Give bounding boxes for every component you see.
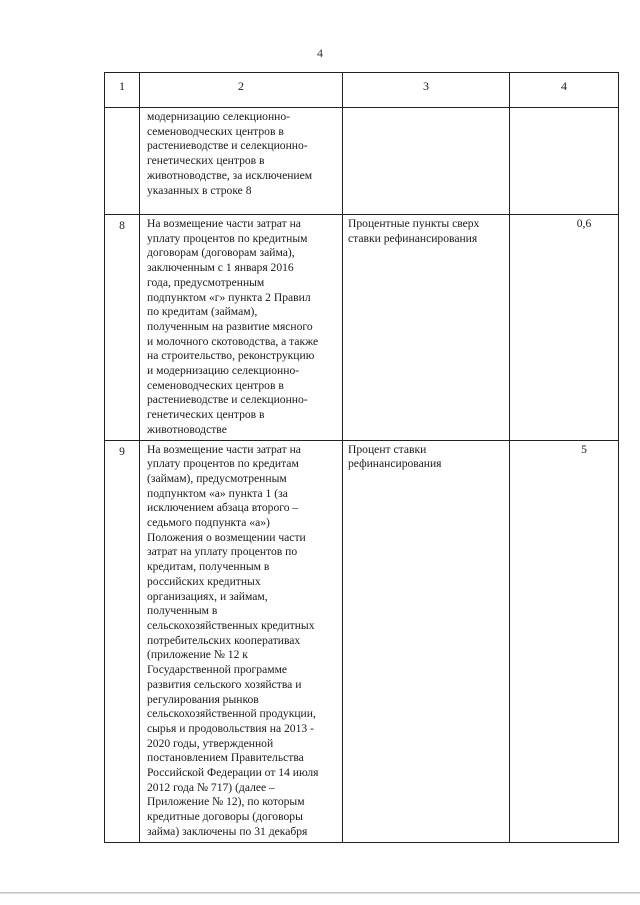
text-line: постановлением Правительства [147,751,304,765]
text-line: и молочного скотоводства, а также [147,334,319,348]
text-line: затрат на уплату процентов по [147,545,298,559]
purpose-text [140,440,343,842]
purpose-text [140,108,343,215]
text-line: по кредитам (займам), [147,305,258,319]
text-line: генетических центров в [147,154,265,168]
table-row [105,215,619,441]
text-line: На возмещение части затрат на [147,217,301,230]
text-line: генетических центров в [147,408,265,422]
unit-text [343,108,510,215]
text-line: кредитные договоры (договоры [147,810,303,824]
table-row-continuation [105,108,619,215]
purpose-text [140,215,343,441]
text-line: растениеводстве и селекционно- [147,139,308,153]
unit-text [343,215,510,441]
text-line: животноводстве, за исключением [147,168,313,182]
text-line: семеноводческих центров в [147,378,284,392]
text-line: седьмого подпункта «а») [147,516,270,530]
rate-value: 5 [510,440,619,842]
text-line: На возмещение части затрат на [147,442,301,456]
scan-edge-divider [0,892,640,894]
text-line: Положения о возмещении части [147,530,306,544]
text-line: животноводстве [147,422,227,436]
subsidy-rates-table [104,72,619,843]
text-line: уплату процентов по кредитным [147,231,308,245]
text-line: семеноводческих центров в [147,124,284,138]
header-col-1: 1 [105,73,140,108]
row-number [105,108,140,215]
header-col-2: 2 [140,73,343,108]
header-col-3: 3 [343,73,510,108]
header-col-4: 4 [510,73,619,108]
text-line: уплату процентов по кредитам [147,457,299,471]
text-line: кредитам, полученным в [147,560,270,574]
text-line: года, предусмотренным [147,275,265,289]
text-line: 2012 года № 717) (далее – [147,780,275,794]
text-line: Приложение № 12), по которым [147,795,305,809]
text-line: сельскохозяйственных кредитных [147,618,315,632]
text-line: регулирования рынков [147,692,259,706]
text-line: на строительство, реконструкцию [147,349,315,363]
text-line: организациях, и займам, [147,589,268,603]
text-line: подпунктом «г» пункта 2 Правил [147,290,311,304]
text-line: потребительских кооперативах [147,633,301,647]
text-line: подпунктом «а» пункта 1 (за [147,486,288,500]
row-number: 9 [105,440,140,842]
text-line: указанных в строке 8 [147,183,252,197]
text-line: и модернизацию селекционно- [147,364,300,378]
text-line: сельскохозяйственной продукции, [147,707,316,721]
text-line: Государственной программе [147,663,288,677]
page-number: 4 [317,46,323,60]
text-line: договорам (договорам займа), [147,246,295,260]
text-line: заключенным с 1 января 2016 [147,261,294,275]
text-line: модернизацию селекционно- [147,110,291,123]
text-line: Российской Федерации от 14 июля [147,766,319,780]
row-number: 8 [105,215,140,441]
unit-text [343,440,510,842]
table-row [105,440,619,842]
text-line: (займам), предусмотренным [147,471,287,485]
text-line: ставки рефинансирования [348,231,478,245]
text-line: исключением абзаца второго – [147,501,299,515]
text-line: (приложение № 12 к [147,648,248,662]
text-line: полученным на развитие мясного [147,319,313,333]
text-line: Процентные пункты сверх [348,217,480,230]
text-line: полученным в [147,604,218,618]
text-line: Процент ставки [348,442,427,456]
text-line: растениеводстве и селекционно- [147,393,308,407]
text-line: рефинансирования [348,457,442,471]
text-line: развития сельского хозяйства и [147,677,302,691]
rate-value: 0,6 [510,215,619,441]
text-line: займа) заключены по 31 декабря [147,824,308,838]
text-line: сырья и продовольствия на 2013 - [147,721,314,735]
table-header-row [105,73,619,108]
text-line: российских кредитных [147,574,261,588]
text-line: 2020 годы, утвержденной [147,736,274,750]
rate-value [510,108,619,215]
